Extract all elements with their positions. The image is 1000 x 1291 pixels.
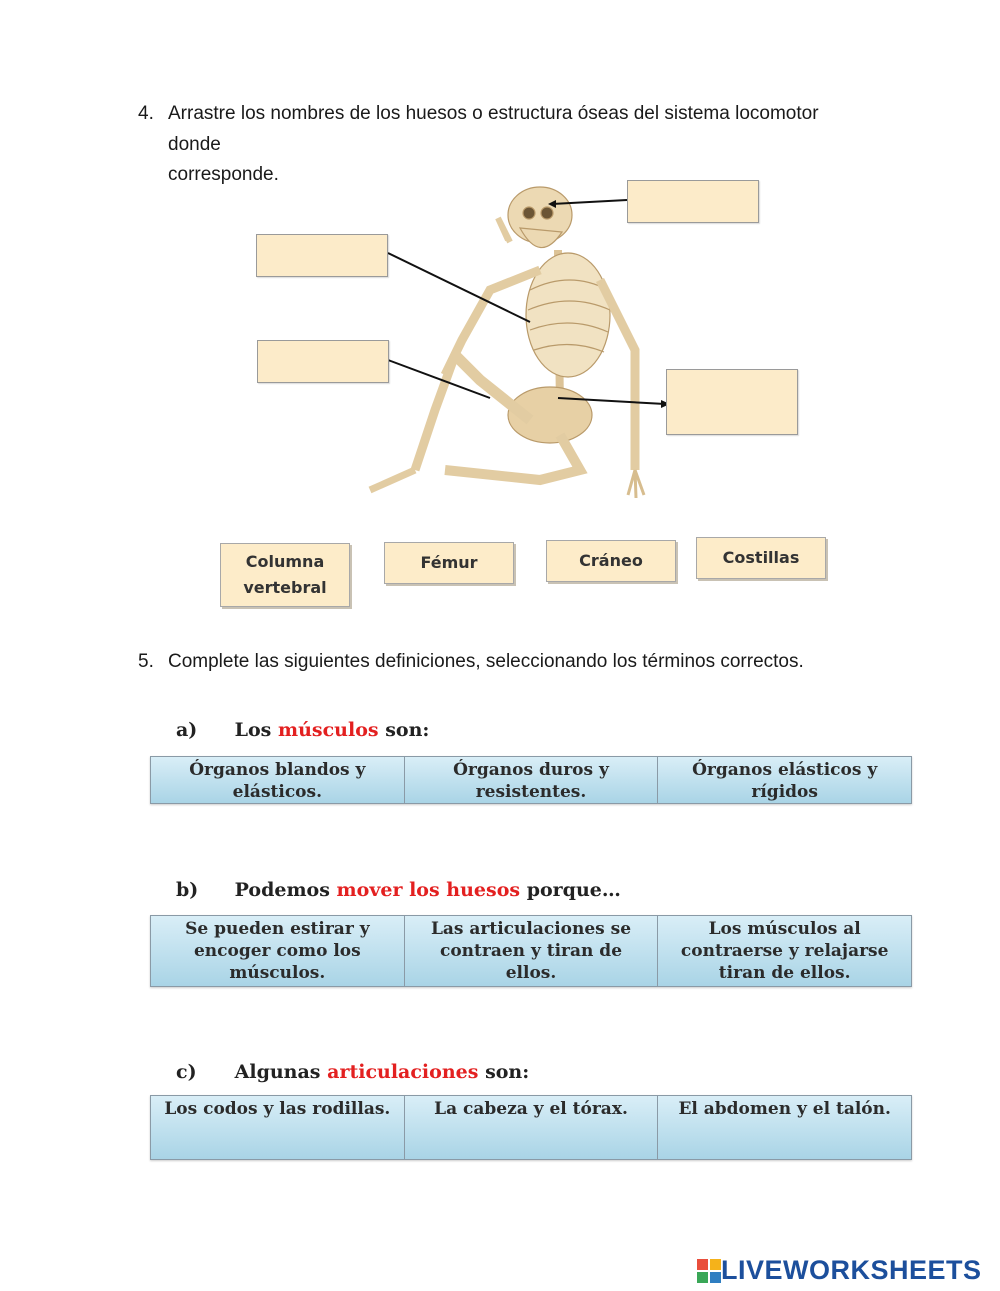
subquestion-b-options	[150, 915, 912, 987]
option-b-2[interactable]: Las articulaciones se contraen y tiran de ellos.	[405, 916, 659, 986]
word-tile-columna-vertebral[interactable]: Columna vertebral	[220, 543, 350, 607]
option-b-3[interactable]: Los músculos al contraerse y relajarse tiran de ellos.	[658, 916, 911, 986]
question-text-line-1: Arrastre los nombres de los huesos o estructura óseas del sistema locomotor	[168, 103, 819, 124]
word-tile-costillas[interactable]: Costillas	[696, 537, 826, 579]
question-text-line-2: donde corresponde.	[168, 134, 279, 185]
subquestion-c-heading: c) Algunas articulaciones son:	[176, 1061, 530, 1083]
subquestion-b-heading: b) Podemos mover los huesos porque…	[176, 879, 621, 901]
question-number: 4.	[138, 103, 154, 124]
option-c-1[interactable]: Los codos y las rodillas.	[151, 1096, 405, 1159]
option-a-2[interactable]: Órganos duros y resistentes.	[405, 757, 659, 803]
pointer-line-ribs	[388, 253, 530, 322]
question-number: 5.	[138, 651, 154, 672]
drop-box-skull[interactable]	[627, 180, 759, 223]
drop-box-ribs[interactable]	[256, 234, 388, 277]
subquestion-a-heading: a) Los músculos son:	[176, 719, 430, 741]
drop-box-spine[interactable]	[666, 369, 798, 435]
liveworksheets-logo-icon	[697, 1259, 721, 1283]
liveworksheets-logo	[697, 1255, 982, 1286]
word-tile-craneo[interactable]: Cráneo	[546, 540, 676, 582]
subquestion-c-options	[150, 1095, 912, 1160]
option-b-1[interactable]: Se pueden estirar y encoger como los músculos.	[151, 916, 405, 986]
question-text: Complete las siguientes definiciones, seleccionando los términos correctos.	[168, 651, 804, 672]
subquestion-a-options	[150, 756, 912, 804]
option-a-3[interactable]: Órganos elásticos y rígidos	[658, 757, 911, 803]
word-tile-femur[interactable]: Fémur	[384, 542, 514, 584]
option-c-2[interactable]: La cabeza y el tórax.	[405, 1096, 659, 1159]
option-c-3[interactable]: El abdomen y el talón.	[658, 1096, 911, 1159]
option-a-1[interactable]: Órganos blandos y elásticos.	[151, 757, 405, 803]
brand-text: LIVEWORKSHEETS	[721, 1255, 982, 1285]
drop-box-femur[interactable]	[257, 340, 389, 383]
